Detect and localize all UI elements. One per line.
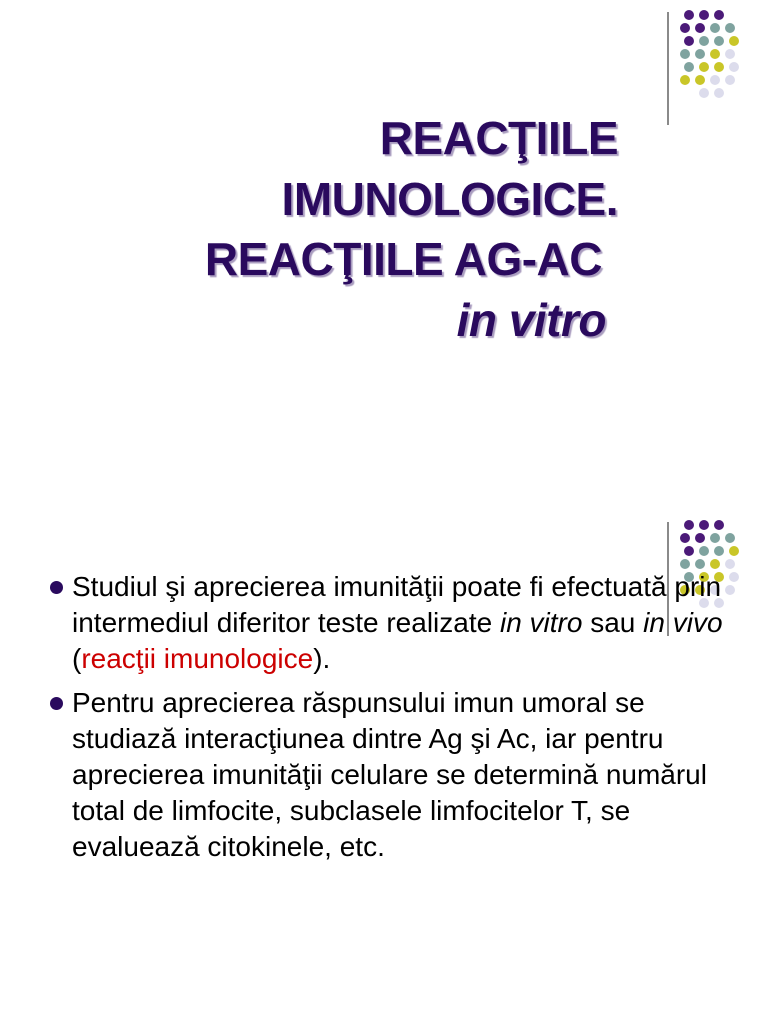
decorative-dot — [714, 88, 724, 98]
bullet-icon — [50, 697, 63, 710]
decorative-dot — [695, 49, 705, 59]
decorative-dot — [699, 62, 709, 72]
decorative-dot — [699, 546, 709, 556]
dot-grid-decoration — [680, 10, 760, 110]
decorative-dot — [714, 62, 724, 72]
decorative-dot — [684, 36, 694, 46]
bullet-text: sau — [582, 607, 644, 638]
italic-term: in vivo — [643, 607, 723, 638]
decorative-dot — [710, 23, 720, 33]
decorative-dot — [729, 546, 739, 556]
divider-line — [667, 12, 669, 125]
slide-title-heading — [100, 108, 618, 351]
decorative-dot — [699, 36, 709, 46]
bullet-text: Studiul şi aprecierea imunităţii poate fi efectuată prin intermediul diferitor teste realizate — [72, 571, 722, 638]
decorative-dot — [729, 62, 739, 72]
title-line-4: in vitro — [456, 294, 606, 347]
decorative-dot — [725, 75, 735, 85]
decorative-dot — [714, 10, 724, 20]
bullet-list — [46, 569, 726, 873]
decorative-dot — [680, 49, 690, 59]
italic-term: in vitro — [499, 607, 583, 638]
bullet-icon — [50, 581, 63, 594]
title-line-2: IMUNOLOGICE. — [281, 172, 618, 225]
decorative-dot — [680, 559, 690, 569]
decorative-dot — [714, 520, 724, 530]
bullet-item — [46, 685, 726, 865]
decorative-dot — [729, 36, 739, 46]
decorative-dot — [680, 75, 690, 85]
decorative-dot — [725, 559, 735, 569]
highlighted-term: reacţii imunologice — [81, 643, 314, 674]
decorative-dot — [684, 520, 694, 530]
decorative-dot — [710, 533, 720, 543]
bullet-text: ( — [72, 643, 82, 674]
decorative-dot — [695, 23, 705, 33]
decorative-dot — [714, 546, 724, 556]
decorative-dot — [680, 23, 690, 33]
decorative-dot — [710, 49, 720, 59]
decorative-dot — [725, 533, 735, 543]
decorative-dot — [695, 559, 705, 569]
decorative-dot — [680, 533, 690, 543]
decorative-dot — [710, 75, 720, 85]
decorative-dot — [729, 572, 739, 582]
decorative-dot — [695, 533, 705, 543]
decorative-dot — [695, 75, 705, 85]
title-line-3: REACŢIILE AG-AC — [204, 233, 602, 286]
decorative-dot — [714, 36, 724, 46]
decorative-dot — [725, 23, 735, 33]
bullet-text: Pentru aprecierea răspunsului imun umoral se studiază interacţiunea dintre Ag şi Ac, iar pentru aprecierea imunităţii celulare se determină numărul total de limfocite, subclasele limfocitelor T, se evaluează citokinele, etc. — [72, 687, 707, 862]
decorative-dot — [725, 585, 735, 595]
decorative-dot — [684, 10, 694, 20]
decorative-dot — [699, 10, 709, 20]
decorative-dot — [710, 559, 720, 569]
decorative-dot — [684, 62, 694, 72]
decorative-dot — [684, 546, 694, 556]
decorative-dot — [699, 520, 709, 530]
decorative-dot — [699, 88, 709, 98]
bullet-item — [46, 569, 726, 677]
decorative-dot — [725, 49, 735, 59]
bullet-text: ). — [313, 643, 331, 674]
title-line-1: REACŢIILE — [379, 112, 618, 164]
